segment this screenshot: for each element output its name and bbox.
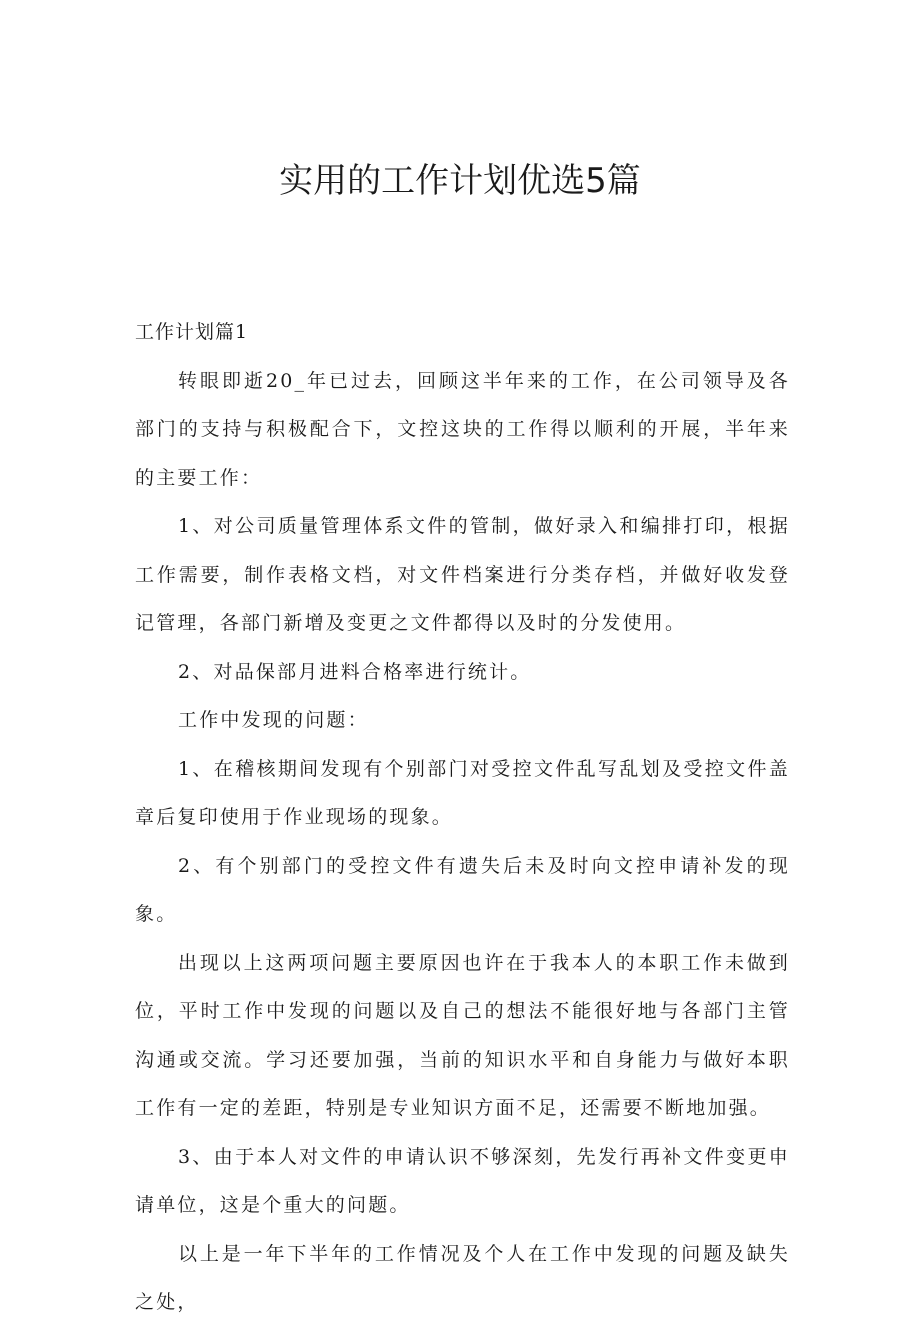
paragraph-problem-2: 2、有个别部门的受控文件有遗失后未及时向文控申请补发的现象。 [135, 854, 790, 925]
paragraph-summary: 以上是一年下半年的工作情况及个人在工作中发现的问题及缺失之处， [135, 1242, 790, 1313]
paragraph-item-2: 2、对品保部月进料合格率进行统计。 [178, 660, 532, 683]
document-title: 实用的工作计划优选5篇 [279, 161, 641, 201]
document-body [135, 308, 790, 1327]
paragraph-problems-heading: 工作中发现的问题： [178, 709, 369, 731]
paragraph-problem-3: 3、由于本人对文件的申请认识不够深刻，先发行再补文件变更申请单位，这是个重大的问题。 [135, 1145, 790, 1216]
paragraph-problem-1: 1、在稽核期间发现有个别部门对受控文件乱写乱划及受控文件盖章后复印使用于作业现场的现象。 [135, 757, 790, 828]
paragraph-cause: 出现以上这两项问题主要原因也许在于我本人的本职工作未做到位，平时工作中发现的问题以及自己的想法不能很好地与各部门主管沟通或交流。学习还要加强，当前的知识水平和自身能力与做好本职工作有一定的差距，特别是专业知识方面不足，还需要不断地加强。 [135, 951, 790, 1119]
section-heading: 工作计划篇1 [135, 321, 249, 343]
paragraph-intro: 转眼即逝20_年已过去，回顾这半年来的工作，在公司领导及各部门的支持与积极配合下，文控这块的工作得以顺利的开展，半年来的主要工作： [135, 369, 790, 489]
paragraph-item-1: 1、对公司质量管理体系文件的管制，做好录入和编排打印，根据工作需要，制作表格文档，对文件档案进行分类存档，并做好收发登记管理，各部门新增及变更之文件都得以及时的分发使用。 [135, 515, 790, 634]
